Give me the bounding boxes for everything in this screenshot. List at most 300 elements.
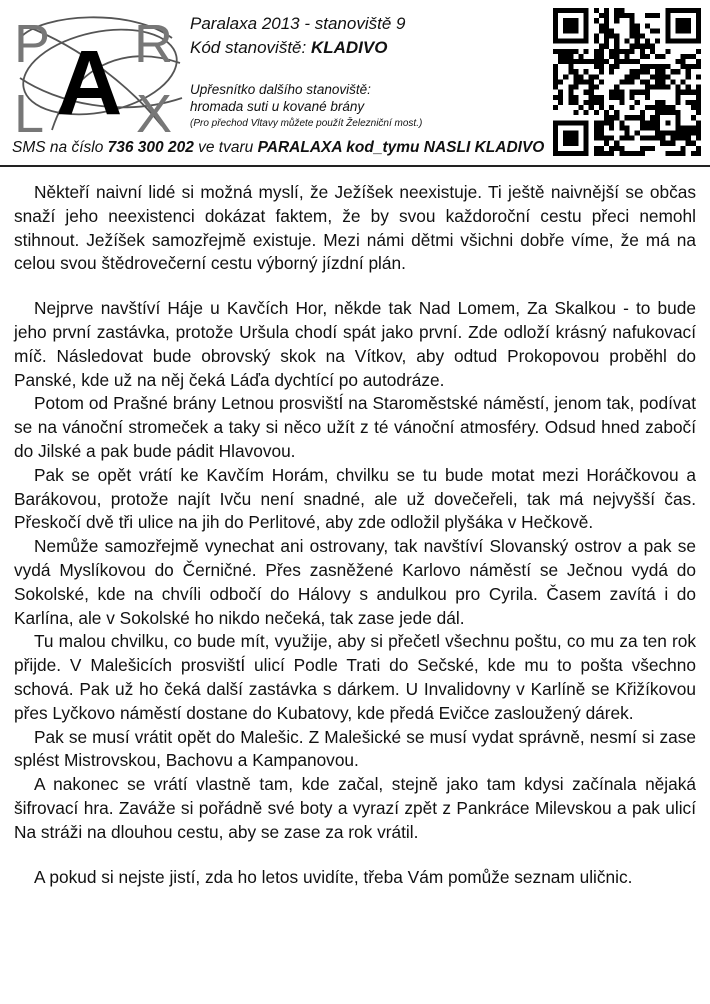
qr-module: [681, 130, 686, 135]
qr-module: [624, 54, 629, 59]
qr-module: [568, 95, 573, 100]
qr-module: [691, 151, 696, 156]
station-code-label: Kód stanoviště:: [190, 38, 311, 57]
qr-module: [686, 85, 691, 90]
paragraph: A nakonec se vrátí vlastně tam, kde začal, stejně jako tam kdysi začínala nějaká šifrovací hra. Zaváže si pořádně své boty a vyrazí zpět z Pankráce Milevskou a pak ulicí Na stráži na dlouhou cestu, aby se zase za rok vrátil.: [14, 774, 696, 842]
qr-module: [604, 115, 609, 120]
qr-module: [660, 85, 665, 90]
qr-module: [589, 90, 594, 95]
qr-module: [696, 136, 701, 141]
qr-module: [696, 90, 701, 95]
paralaxa-logo: [12, 8, 187, 136]
qr-module: [635, 23, 640, 28]
qr-module: [696, 49, 701, 54]
qr-module: [640, 146, 645, 151]
qr-module: [553, 69, 558, 74]
qr-module: [655, 64, 660, 69]
qr-module: [614, 64, 619, 69]
qr-module: [696, 74, 701, 79]
qr-module: [696, 100, 701, 105]
qr-module: [675, 90, 680, 95]
qr-module: [630, 23, 635, 28]
qr-module: [619, 90, 624, 95]
qr-module: [568, 49, 573, 54]
next-station-hint: hromada suti u kované brány: [190, 99, 365, 114]
qr-module: [660, 105, 665, 110]
qr-module: [655, 28, 660, 33]
qr-module: [553, 74, 558, 79]
qr-module: [640, 49, 645, 54]
qr-module: [655, 39, 660, 44]
qr-module: [635, 130, 640, 135]
qr-module: [604, 18, 609, 23]
qr-module: [614, 141, 619, 146]
qr-module: [604, 59, 609, 64]
qr-module: [650, 120, 655, 125]
qr-module: [584, 49, 589, 54]
qr-module: [650, 44, 655, 49]
qr-module: [614, 85, 619, 90]
qr-module: [589, 59, 594, 64]
qr-module: [604, 110, 609, 115]
qr-module: [594, 95, 599, 100]
qr-module: [650, 49, 655, 54]
qr-module: [553, 49, 558, 54]
qr-module: [594, 64, 599, 69]
qr-module: [624, 49, 629, 54]
qr-module: [599, 136, 604, 141]
qr-module: [681, 79, 686, 84]
qr-module: [619, 8, 624, 13]
qr-module: [645, 136, 650, 141]
qr-module: [691, 141, 696, 146]
qr-module: [691, 64, 696, 69]
qr-module: [670, 141, 675, 146]
qr-module: [558, 90, 563, 95]
qr-module: [563, 18, 578, 33]
qr-module: [645, 39, 650, 44]
qr-module: [599, 54, 604, 59]
paragraph: Pak se musí vrátit opět do Malešic. Z Malešické se musí vydat správně, nesmí si zase splést Mistrovskou, Bachovu a Kampanovou.: [14, 726, 696, 771]
qr-module: [630, 34, 635, 39]
qr-module: [599, 28, 604, 33]
qr-module: [594, 100, 599, 105]
qr-module: [614, 44, 619, 49]
qr-module: [573, 74, 578, 79]
qr-module: [609, 105, 614, 110]
qr-module: [594, 125, 599, 130]
qr-module: [614, 34, 619, 39]
qr-module: [645, 79, 650, 84]
qr-module: [630, 44, 635, 49]
qr-module: [630, 69, 635, 74]
qr-module: [645, 120, 650, 125]
qr-module: [635, 74, 640, 79]
qr-module: [660, 100, 665, 105]
logo-letter-p: P: [14, 14, 51, 74]
qr-module: [681, 151, 686, 156]
qr-module: [563, 130, 578, 145]
qr-module: [696, 64, 701, 69]
qr-module: [691, 90, 696, 95]
qr-module: [650, 64, 655, 69]
qr-module: [553, 85, 558, 90]
qr-module: [619, 120, 624, 125]
qr-module: [604, 44, 609, 49]
qr-module: [553, 95, 558, 100]
qr-module: [553, 79, 558, 84]
qr-module: [594, 8, 599, 13]
qr-module: [650, 115, 655, 120]
qr-module: [553, 105, 558, 110]
qr-module: [584, 110, 589, 115]
qr-module: [645, 23, 650, 28]
qr-module: [594, 59, 599, 64]
qr-module: [686, 69, 691, 74]
paragraph: Potom od Prašné brány Letnou prosvištÍ na Staroměstské náměstí, jenom tak, podívat se na vánoční stromeček a taky si něco užít z té vánoční atmosféry. Odsud hned zabočí do Jilské a pak bude pádit Hlavovou.: [14, 393, 696, 461]
qr-module: [645, 146, 650, 151]
qr-module: [635, 39, 640, 44]
qr-module: [599, 105, 604, 110]
qr-module: [650, 105, 655, 110]
qr-module: [681, 59, 686, 64]
qr-module: [609, 125, 614, 130]
sms-instruction: [12, 139, 544, 157]
qr-module: [558, 79, 563, 84]
qr-module: [645, 54, 650, 59]
next-station-hint-title: Upřesnítko dalšího stanoviště:: [190, 82, 371, 97]
qr-module: [670, 136, 675, 141]
qr-module: [624, 59, 629, 64]
qr-module: [614, 49, 619, 54]
qr-module: [640, 151, 645, 156]
qr-module: [599, 146, 604, 151]
qr-module: [579, 59, 584, 64]
qr-module: [619, 95, 624, 100]
qr-module: [573, 95, 578, 100]
qr-module: [609, 69, 614, 74]
qr-module: [579, 54, 584, 59]
qr-module: [665, 74, 670, 79]
qr-module: [594, 39, 599, 44]
qr-module: [640, 110, 645, 115]
qr-module: [614, 146, 619, 151]
qr-module: [609, 136, 614, 141]
qr-module: [604, 151, 609, 156]
qr-module: [599, 120, 604, 125]
qr-module: [609, 151, 614, 156]
qr-module: [614, 18, 619, 23]
qr-module: [645, 95, 650, 100]
qr-module: [691, 100, 696, 105]
qr-module: [665, 64, 670, 69]
qr-module: [609, 90, 614, 95]
qr-module: [584, 59, 589, 64]
qr-module: [635, 115, 640, 120]
qr-module: [630, 90, 635, 95]
qr-module: [619, 79, 624, 84]
qr-module: [599, 151, 604, 156]
qr-module: [604, 34, 609, 39]
qr-module: [614, 110, 619, 115]
qr-module: [655, 105, 660, 110]
qr-module: [640, 136, 645, 141]
qr-module: [589, 74, 594, 79]
qr-module: [568, 54, 573, 59]
qr-module: [599, 49, 604, 54]
qr-module: [573, 110, 578, 115]
qr-module: [599, 59, 604, 64]
station-code: [190, 38, 387, 58]
qr-module: [650, 136, 655, 141]
qr-module: [686, 90, 691, 95]
qr-module: [609, 95, 614, 100]
qr-module: [660, 64, 665, 69]
qr-module: [604, 136, 609, 141]
qr-module: [635, 44, 640, 49]
qr-module: [635, 59, 640, 64]
qr-module: [604, 13, 609, 18]
logo-letter-x: X: [136, 84, 173, 136]
qr-module: [584, 90, 589, 95]
qr-module: [696, 146, 701, 151]
qr-module: [563, 59, 568, 64]
qr-module: [681, 125, 686, 130]
qr-module: [681, 136, 686, 141]
qr-module: [675, 69, 680, 74]
qr-module: [614, 95, 619, 100]
logo-letter-r: R: [134, 14, 173, 74]
qr-module: [696, 105, 701, 110]
qr-module: [584, 69, 589, 74]
qr-module: [645, 105, 650, 110]
qr-module: [563, 54, 568, 59]
qr-module: [573, 59, 578, 64]
qr-module: [579, 105, 584, 110]
qr-module: [619, 59, 624, 64]
qr-module: [594, 18, 599, 23]
qr-module: [655, 136, 660, 141]
qr-module: [645, 13, 650, 18]
qr-module: [691, 125, 696, 130]
qr-module: [630, 95, 635, 100]
qr-module: [568, 90, 573, 95]
qr-module: [630, 49, 635, 54]
qr-module: [619, 151, 624, 156]
qr-module: [650, 125, 655, 130]
qr-module: [624, 39, 629, 44]
qr-module: [675, 95, 680, 100]
qr-module: [604, 28, 609, 33]
qr-module: [568, 100, 573, 105]
qr-module: [558, 49, 563, 54]
qr-module: [594, 136, 599, 141]
qr-module: [584, 79, 589, 84]
qr-module: [640, 125, 645, 130]
qr-module: [665, 49, 670, 54]
qr-module: [665, 105, 670, 110]
qr-module: [681, 146, 686, 151]
qr-module: [645, 69, 650, 74]
paragraph: Někteří naivní lidé si možná myslí, že Ježíšek neexistuje. Ti ještě naivnější se občas snaží jeho neexistenci dokázat faktem, že by svou každoroční cestu přeci nemohl stihnout. Ježíšek samozřejmě existuje. Mezi námi dětmi všichni dobře víme, že má na celou svou štědrovečerní cestu výborný jízdní plán.: [14, 182, 696, 274]
qr-module: [640, 90, 645, 95]
qr-module: [579, 74, 584, 79]
qr-module: [630, 13, 635, 18]
qr-module: [645, 125, 650, 130]
qr-module: [630, 59, 635, 64]
qr-module: [630, 115, 635, 120]
qr-module: [655, 69, 660, 74]
qr-module: [686, 100, 691, 105]
qr-module: [681, 64, 686, 69]
qr-module: [624, 115, 629, 120]
header-divider: [0, 165, 710, 167]
qr-module: [558, 54, 563, 59]
qr-module: [599, 79, 604, 84]
qr-module: [650, 28, 655, 33]
qr-module: [655, 13, 660, 18]
qr-module: [563, 74, 568, 79]
qr-module: [686, 64, 691, 69]
qr-module: [696, 120, 701, 125]
qr-module: [553, 64, 558, 69]
qr-module: [635, 90, 640, 95]
qr-module: [686, 136, 691, 141]
qr-module: [696, 151, 701, 156]
logo-letter-l: L: [14, 84, 45, 136]
qr-module: [675, 59, 680, 64]
qr-module: [630, 136, 635, 141]
qr-module: [640, 120, 645, 125]
logo-letter-a: A: [56, 32, 123, 134]
qr-module: [594, 151, 599, 156]
qr-code: [553, 8, 701, 156]
qr-module: [609, 120, 614, 125]
qr-module: [665, 141, 670, 146]
qr-module: [609, 146, 614, 151]
qr-module: [686, 54, 691, 59]
qr-module: [691, 130, 696, 135]
sms-number: 736 300 202: [107, 139, 194, 156]
qr-module: [696, 110, 701, 115]
qr-module: [594, 85, 599, 90]
qr-module: [675, 151, 680, 156]
qr-module: [696, 85, 701, 90]
qr-module: [630, 151, 635, 156]
qr-module: [691, 115, 696, 120]
qr-module: [609, 54, 614, 59]
qr-module: [635, 151, 640, 156]
qr-module: [619, 49, 624, 54]
qr-module: [655, 85, 660, 90]
qr-module: [558, 59, 563, 64]
qr-module: [640, 69, 645, 74]
qr-module: [614, 90, 619, 95]
qr-module: [655, 54, 660, 59]
qr-module: [614, 54, 619, 59]
qr-module: [635, 28, 640, 33]
qr-module: [645, 64, 650, 69]
qr-module: [599, 64, 604, 69]
paragraph: Tu malou chvilku, co bude mít, využije, aby si přečetl všechnu poštu, co mu za ten rok přijde. V Malešicích prosvištÍ ulicí Podle Trati do Sečské, kde mu to pošta všechno schová. Pak už ho čeká další zastávka s dárkem. U Invalidovny v Karlíně se Křižíkovou přes Lyčkovo náměstí dostane do Kubatovy, kde předá Evičce zasloužený dárek.: [14, 631, 696, 723]
qr-module: [675, 85, 680, 90]
qr-module: [691, 54, 696, 59]
qr-module: [630, 28, 635, 33]
qr-module: [568, 64, 573, 69]
qr-module: [573, 69, 578, 74]
qr-module: [594, 130, 599, 135]
qr-module: [675, 136, 680, 141]
qr-module: [640, 54, 645, 59]
qr-module: [573, 100, 578, 105]
sms-format: PARALAXA kod_tymu NASLI KLADIVO: [257, 139, 545, 156]
event-title: Paralaxa 2013 - stanoviště 9: [190, 14, 406, 33]
qr-module: [640, 79, 645, 84]
qr-module: [650, 146, 655, 151]
qr-module: [670, 105, 675, 110]
qr-module: [604, 141, 609, 146]
qr-module: [696, 95, 701, 100]
qr-module: [635, 69, 640, 74]
qr-module: [589, 79, 594, 84]
qr-module: [558, 95, 563, 100]
qr-module: [619, 100, 624, 105]
qr-module: [573, 85, 578, 90]
paragraph: Nejprve navštíví Háje u Kavčích Hor, někde tak Nad Lomem, Za Skalkou - to bude jeho první zastávka, protože Uršula chodí spát jako první. Zde odloží krásný nafukovací míč. Následovat bude obrovský skok na Vítkov, aby odtud Prokopovou proběhl do Panské, kde už na něj čeká Láďa dychtící po autodráze.: [14, 298, 696, 390]
qr-module: [630, 74, 635, 79]
qr-module: [599, 100, 604, 105]
qr-module: [609, 34, 614, 39]
qr-module: [579, 79, 584, 84]
qr-module: [609, 49, 614, 54]
qr-module: [665, 85, 670, 90]
qr-module: [599, 44, 604, 49]
qr-module: [665, 120, 670, 125]
qr-module: [630, 105, 635, 110]
qr-module: [670, 69, 675, 74]
qr-module: [589, 100, 594, 105]
qr-module: [568, 85, 573, 90]
paragraph: Pak se opět vrátí ke Kavčím Horám, chvilku se tu bude motat mezi Horáčkovou a Barákovou, protože najít Ivču není snadné, ale už dovečeřeli, tak má nejvyšší čas. Přeskočí dvě tři ulice na jih do Perlitové, aby zde odložil plyšáka v Hečkově.: [14, 464, 696, 533]
qr-module: [624, 79, 629, 84]
qr-module: [655, 74, 660, 79]
qr-module: [619, 136, 624, 141]
next-station-note: (Pro přechod Vltavy můžete použít Železniční most.): [190, 118, 423, 129]
qr-module: [655, 79, 660, 84]
qr-module: [696, 59, 701, 64]
qr-module: [594, 49, 599, 54]
qr-module: [696, 125, 701, 130]
header: [0, 0, 710, 168]
qr-module: [670, 79, 675, 84]
qr-module: [645, 44, 650, 49]
qr-module: [624, 130, 629, 135]
qr-module: [630, 79, 635, 84]
sms-mid: ve tvaru: [193, 139, 258, 156]
qr-module: [604, 23, 609, 28]
qr-module: [594, 34, 599, 39]
qr-module: [599, 125, 604, 130]
qr-module: [624, 136, 629, 141]
qr-module: [599, 69, 604, 74]
qr-module: [599, 130, 604, 135]
qr-module: [675, 18, 690, 33]
qr-module: [568, 69, 573, 74]
qr-module: [594, 54, 599, 59]
qr-module: [568, 59, 573, 64]
qr-module: [650, 74, 655, 79]
qr-module: [614, 59, 619, 64]
